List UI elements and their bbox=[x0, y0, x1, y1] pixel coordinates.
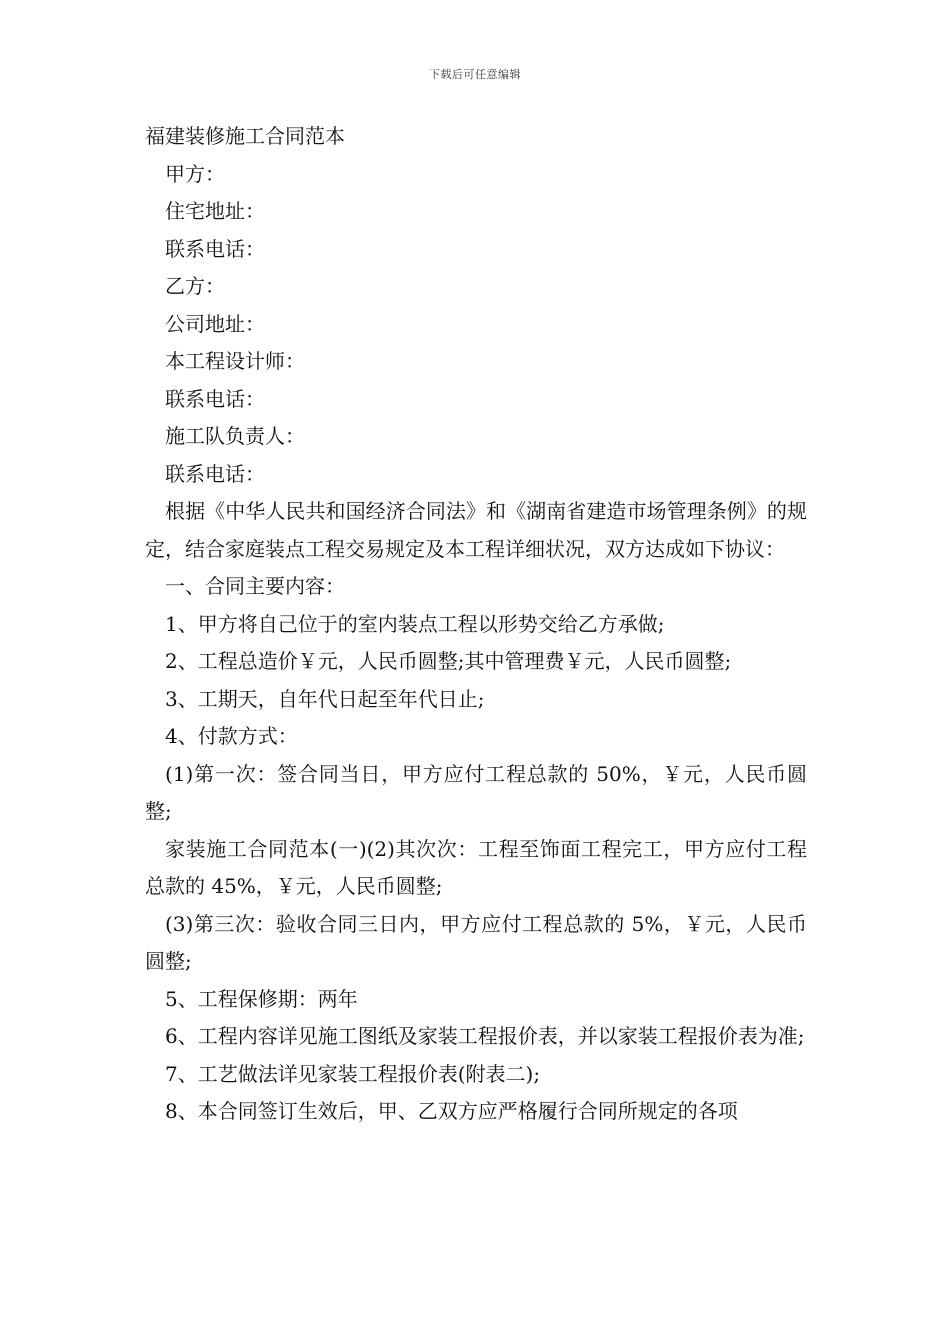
party-a-address-label: 住宅地址： bbox=[165, 199, 265, 223]
clause-item: 6、工程内容详见施工图纸及家装工程报价表，并以家装工程报价表为准; bbox=[165, 1024, 805, 1048]
payment-item: (1)第一次：签合同当日，甲方应付工程总款的 50%，￥元，人民币圆整; bbox=[145, 761, 807, 823]
payment-item: (3)第三次：验收合同三日内，甲方应付工程总款的 5%，￥元，人民币圆整; bbox=[145, 911, 807, 973]
party-b-address-label: 公司地址： bbox=[165, 311, 265, 336]
party-a-phone-label: 联系电话： bbox=[165, 236, 265, 261]
party-b-label: 乙方： bbox=[165, 274, 225, 298]
section-heading: 一、合同主要内容： bbox=[165, 574, 345, 598]
designer-label: 本工程设计师： bbox=[165, 349, 305, 373]
clause-item: 1、甲方将自己位于的室内装点工程以形势交给乙方承做; bbox=[165, 611, 665, 636]
party-a-label: 甲方： bbox=[165, 161, 225, 186]
clause-item: 7、工艺做法详见家装工程报价表(附表二); bbox=[165, 1061, 541, 1086]
clause-item: 2、工程总造价￥元，人民币圆整;其中管理费￥元，人民币圆整; bbox=[165, 649, 732, 673]
document-body bbox=[145, 118, 807, 1131]
header-note: 下载后可任意编辑 bbox=[429, 68, 521, 81]
designer-phone-label: 联系电话： bbox=[165, 386, 265, 411]
document-title: 福建装修施工合同范本 bbox=[145, 124, 345, 148]
preamble-paragraph: 根据《中华人民共和国经济合同法》和《湖南省建造市场管理条例》的规定，结合家庭装点工程交易规定及本工程详细状况，双方达成如下协议： bbox=[145, 499, 807, 561]
clause-item: 3、工期天，自年代日起至年代日止; bbox=[165, 686, 485, 711]
clause-item: 5、工程保修期：两年 bbox=[165, 986, 358, 1011]
clause-item: 8、本合同签订生效后，甲、乙双方应严格履行合同所规定的各项 bbox=[165, 1099, 738, 1123]
clause-item: 4、付款方式： bbox=[165, 724, 298, 748]
payment-item: 家装施工合同范本(一)(2)其次次：工程至饰面工程完工，甲方应付工程总款的 45%，￥元，人民币圆整; bbox=[145, 836, 807, 898]
crew-leader-phone-label: 联系电话： bbox=[165, 461, 265, 486]
crew-leader-label: 施工队负责人： bbox=[165, 424, 305, 448]
